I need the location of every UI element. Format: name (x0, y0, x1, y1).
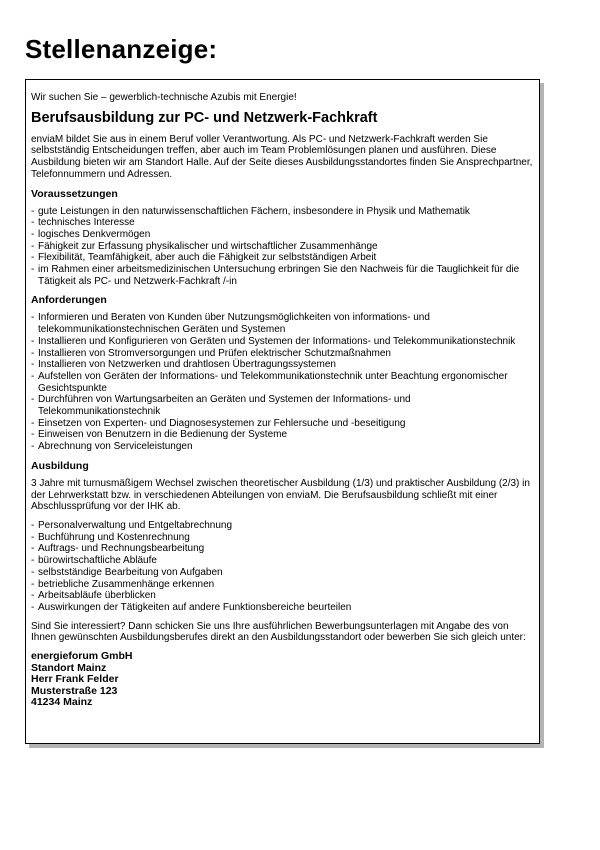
ad-intro: Wir suchen Sie – gewerblich-technische Azubis mit Energie! (31, 92, 297, 103)
list-item: - technisches Interesse (31, 217, 534, 229)
section-heading-anforderungen: Anforderungen (31, 294, 107, 307)
list-item: - selbstständige Bearbeitung von Aufgaben (31, 567, 534, 579)
list-item: - Installieren von Netzwerken und drahtlosen Übertragungssystemen (31, 359, 534, 371)
address-company: energieforum GmbH (31, 650, 133, 663)
list-item: - Informieren und Beraten von Kunden über Nutzungsmöglichkeiten von informations- und telekommunikationstechnischen Geräten und Systemen (31, 312, 534, 335)
list-item: - Installieren von Stromversorgungen und Prüfen elektrischer Schutzmaßnahmen (31, 348, 534, 360)
address-city: 41234 Mainz (31, 696, 93, 709)
list-item: - Abrechnung von Serviceleistungen (31, 441, 534, 453)
page-title: Stellenanzeige: (25, 34, 218, 64)
ad-description: enviaM bildet Sie aus in einem Beruf voller Verantwortung. Als PC- und Netzwerk-Fachkraft werden Sie selbstständig Entscheidungen treffen, aber auch im Team Problemlösungen planen und ausführen. Diese Ausbildung bieten wir am Standort Halle. Auf der Seite dieses Ausbildungsstandortes finden Sie Ansprechpartner, Telefonnummern und Adressen. (31, 133, 533, 180)
list-item: - Buchführung und Kostenrechnung (31, 532, 534, 544)
list-item: - Aufstellen von Geräten der Informations- und Telekommunikationstechnik unter Beachtung ergonomischer Gesichtspunkte (31, 371, 534, 394)
list-item: - Einsetzen von Experten- und Diagnosesystemen zur Fehlersuche und -beseitigung (31, 418, 534, 430)
contact-address (31, 651, 534, 709)
job-ad-box (25, 79, 540, 744)
list-item: - Installieren und Konfigurieren von Geräten und Systemen der Informations- und Telekommunikationstechnik (31, 336, 534, 348)
list-item: - logisches Denkvermögen (31, 229, 534, 241)
list-item: - Fähigkeit zur Erfassung physikalischer und wirtschaftlicher Zusammenhänge (31, 241, 534, 253)
anforderungen-list (31, 312, 534, 452)
list-item: - bürowirtschaftliche Abläufe (31, 555, 534, 567)
closing-text: Sind Sie interessiert? Dann schicken Sie uns Ihre ausführlichen Bewerbungsunterlagen mit Angabe des von Ihnen gewünschten Ausbildungsberufes direkt an den Ausbildungsstandort oder bewerben Sie sich gleich unter: (31, 620, 526, 644)
address-contact: Herr Frank Felder (31, 673, 119, 686)
list-item: - Personalverwaltung und Entgeltabrechnung (31, 520, 534, 532)
section-heading-ausbildung: Ausbildung (31, 459, 89, 472)
ausbildung-text: 3 Jahre mit turnusmäßigem Wechsel zwischen theoretischer Ausbildung (1/3) und praktischer Ausbildung (2/3) in der Lehrwerkstatt bzw. in verschiedenen Abteilungen von enviaM. Die Berufsausbildung schließt mit einer Abschlussprüfung vor der IHK ab. (31, 477, 530, 513)
address-street: Musterstraße 123 (31, 684, 118, 697)
list-item: - Einweisen von Benutzern in die Bedienung der Systeme (31, 429, 534, 441)
list-item: - betriebliche Zusammenhänge erkennen (31, 579, 534, 591)
address-location: Standort Mainz (31, 661, 107, 674)
list-item: - Durchführen von Wartungsarbeiten an Geräten und Systemen der Informations- und Telekommunikationstechnik (31, 394, 534, 417)
list-item: - gute Leistungen in den naturwissenschaftlichen Fächern, insbesondere in Physik und Mathematik (31, 206, 534, 218)
list-item: - Flexibilität, Teamfähigkeit, aber auch die Fähigkeit zur selbstständigen Arbeit (31, 252, 534, 264)
list-item: - Auftrags- und Rechnungsbearbeitung (31, 543, 534, 555)
list-item: - Arbeitsabläufe überblicken (31, 590, 534, 602)
voraussetzungen-list (31, 206, 534, 288)
ausbildung-list (31, 520, 534, 614)
list-item: - im Rahmen einer arbeitsmedizinischen Untersuchung erbringen Sie den Nachweis für die Tauglichkeit für die Tätigkeit als PC- und Netzwerk-Fachkraft /-in (31, 264, 534, 287)
list-item: - Auswirkungen der Tätigkeiten auf andere Funktionsbereiche beurteilen (31, 602, 534, 614)
section-heading-voraussetzungen: Voraussetzungen (31, 187, 118, 200)
ad-title: Berufsausbildung zur PC- und Netzwerk-Fachkraft (31, 109, 378, 126)
